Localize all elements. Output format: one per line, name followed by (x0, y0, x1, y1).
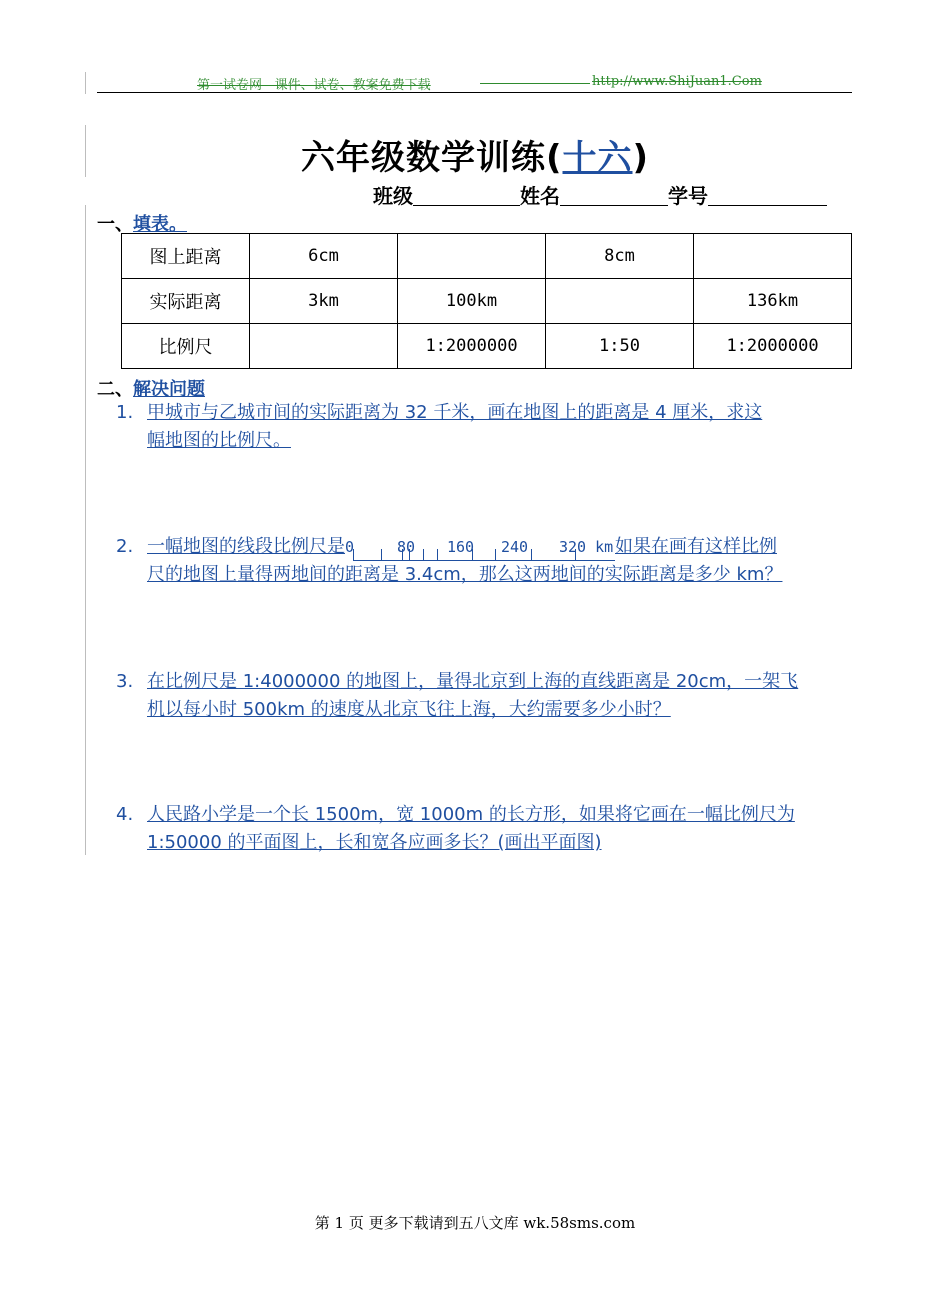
margin-bar (85, 205, 86, 855)
scale-label: 160 (447, 538, 475, 556)
table-cell[interactable] (398, 234, 546, 279)
table-cell: 1:2000000 (694, 324, 852, 369)
id-field[interactable] (708, 185, 827, 206)
table-cell: 100km (398, 279, 546, 324)
table-cell: 1:50 (546, 324, 694, 369)
class-label: 班级 (373, 184, 413, 208)
table-cell: 3km (250, 279, 398, 324)
question-4: 4. 人民路小学是一个长 1500m，宽 1000m 的长方形，如果将它画在一幅比例尺为 1:50000 的平面图上，长和宽各应画多长？(画出平面图) (116, 804, 795, 853)
section-heading-fill-table: 一、填表。 (97, 214, 187, 235)
header-url[interactable]: http://www.ShiJuan1.Com (592, 74, 762, 89)
table-cell: 136km (694, 279, 852, 324)
row-label: 实际距离 (122, 279, 250, 324)
name-field[interactable] (560, 185, 668, 206)
scale-label: 240 (501, 538, 529, 556)
question-1: 1. 甲城市与乙城市间的实际距离为 32 千米，画在地图上的距离是 4 厘米，求这 幅地图的比例尺。 (116, 402, 763, 451)
row-label: 比例尺 (122, 324, 250, 369)
title-number: 十六 (562, 138, 633, 178)
class-field[interactable] (413, 185, 520, 206)
page-footer: 第 1 页 更多下载请到五八文库 wk.58sms.com (314, 1214, 636, 1232)
table-cell: 1:2000000 (398, 324, 546, 369)
scale-label: 0 (345, 538, 355, 556)
table-cell[interactable] (694, 234, 852, 279)
line-scale-bar (345, 533, 615, 561)
name-label: 姓名 (520, 184, 560, 208)
header-link-line (480, 83, 590, 84)
id-label: 学号 (668, 184, 708, 208)
table-cell: 6cm (250, 234, 398, 279)
scale-table (121, 233, 852, 369)
question-2: 2. 一幅地图的线段比例尺是 0 80 160 240 320 km 如果在画有这样比例 尺的地图上量得两地间的距离是 3.4cm，那么这两地间的实际距离是多少 km？ (116, 533, 856, 589)
table-row (122, 234, 852, 279)
table-row (122, 324, 852, 369)
section-heading-problems: 二、解决问题 (97, 379, 205, 400)
margin-bar (85, 72, 86, 94)
table-cell[interactable] (250, 324, 398, 369)
table-cell: 8cm (546, 234, 694, 279)
header-rule (97, 92, 852, 93)
scale-baseline (353, 560, 615, 561)
header-site-text[interactable]: 第一试卷网 - 课件、试卷、教案免费下载 (197, 78, 431, 93)
table-cell[interactable] (546, 279, 694, 324)
row-label: 图上距离 (122, 234, 250, 279)
table-row (122, 279, 852, 324)
student-info (373, 180, 827, 209)
scale-label: 320 km (559, 538, 614, 556)
page-title: 六年级数学训练(十六) (300, 138, 650, 178)
scale-label: 80 (397, 538, 416, 556)
question-3: 3. 在比例尺是 1:4000000 的地图上，量得北京到上海的直线距离是 20cm，一架飞 机以每小时 500km 的速度从北京飞往上海，大约需要多少小时？ (116, 671, 799, 720)
